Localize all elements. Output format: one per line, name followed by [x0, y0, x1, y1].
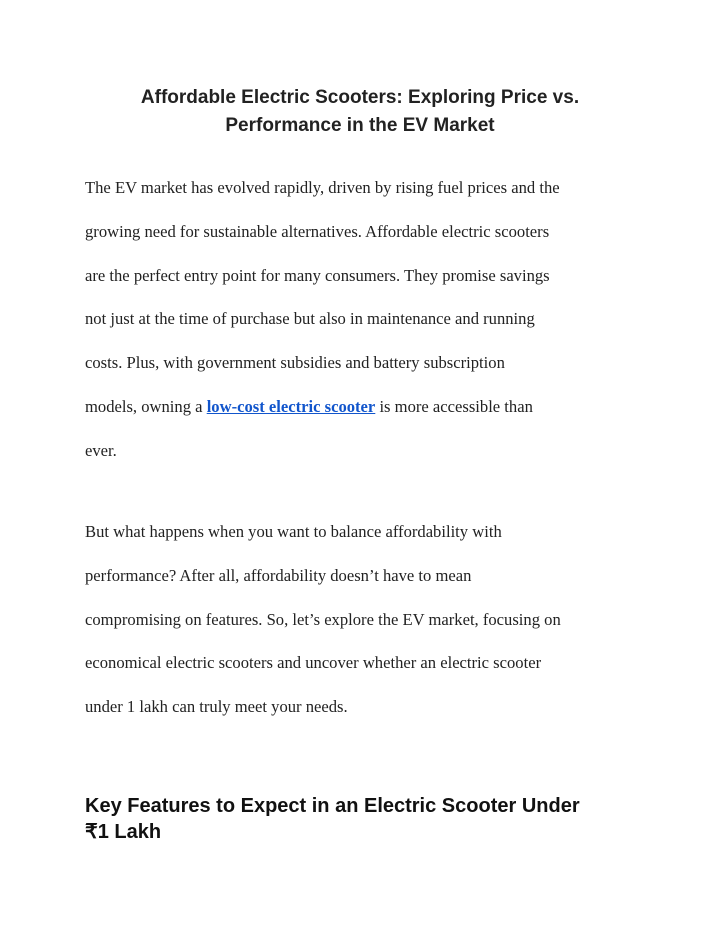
paragraph-line: The EV market has evolved rapidly, driven by rising fuel prices and the [85, 178, 560, 197]
intro-paragraph [85, 166, 645, 473]
paragraph-line: performance? After all, affordability doesn’t have to mean [85, 565, 472, 585]
paragraph-line: under 1 lakh can truly meet your needs. [85, 697, 348, 717]
section-heading [85, 793, 645, 845]
paragraph-text-after-link: is more accessible than [375, 396, 533, 416]
paragraph-line: are the perfect entry point for many consumers. They promise savings [85, 265, 550, 285]
balance-paragraph [85, 510, 645, 729]
paragraph-text-before-link: models, owning a [85, 396, 207, 416]
title-line-1: Affordable Electric Scooters: Exploring Price vs. [140, 87, 580, 108]
section-heading-line-2: ₹1 Lakh [85, 821, 162, 843]
paragraph-line: But what happens when you want to balance affordability with [85, 522, 502, 541]
section-heading-line-1: Key Features to Expect in an Electric Scooter Under [85, 795, 580, 817]
paragraph-line: costs. Plus, with government subsidies and battery subscription [85, 353, 505, 373]
paragraph-line: not just at the time of purchase but also in maintenance and running [85, 309, 535, 329]
page-title [60, 84, 660, 140]
paragraph-line: compromising on features. So, let’s explore the EV market, focusing on [85, 609, 561, 629]
paragraph-line: economical electric scooters and uncover whether an electric scooter [85, 653, 542, 673]
low-cost-electric-scooter-link[interactable]: low-cost electric scooter [206, 396, 376, 416]
title-line-2: Performance in the EV Market [225, 115, 495, 136]
paragraph-line: ever. [85, 440, 117, 460]
paragraph-line: growing need for sustainable alternatives. Affordable electric scooters [85, 221, 550, 241]
